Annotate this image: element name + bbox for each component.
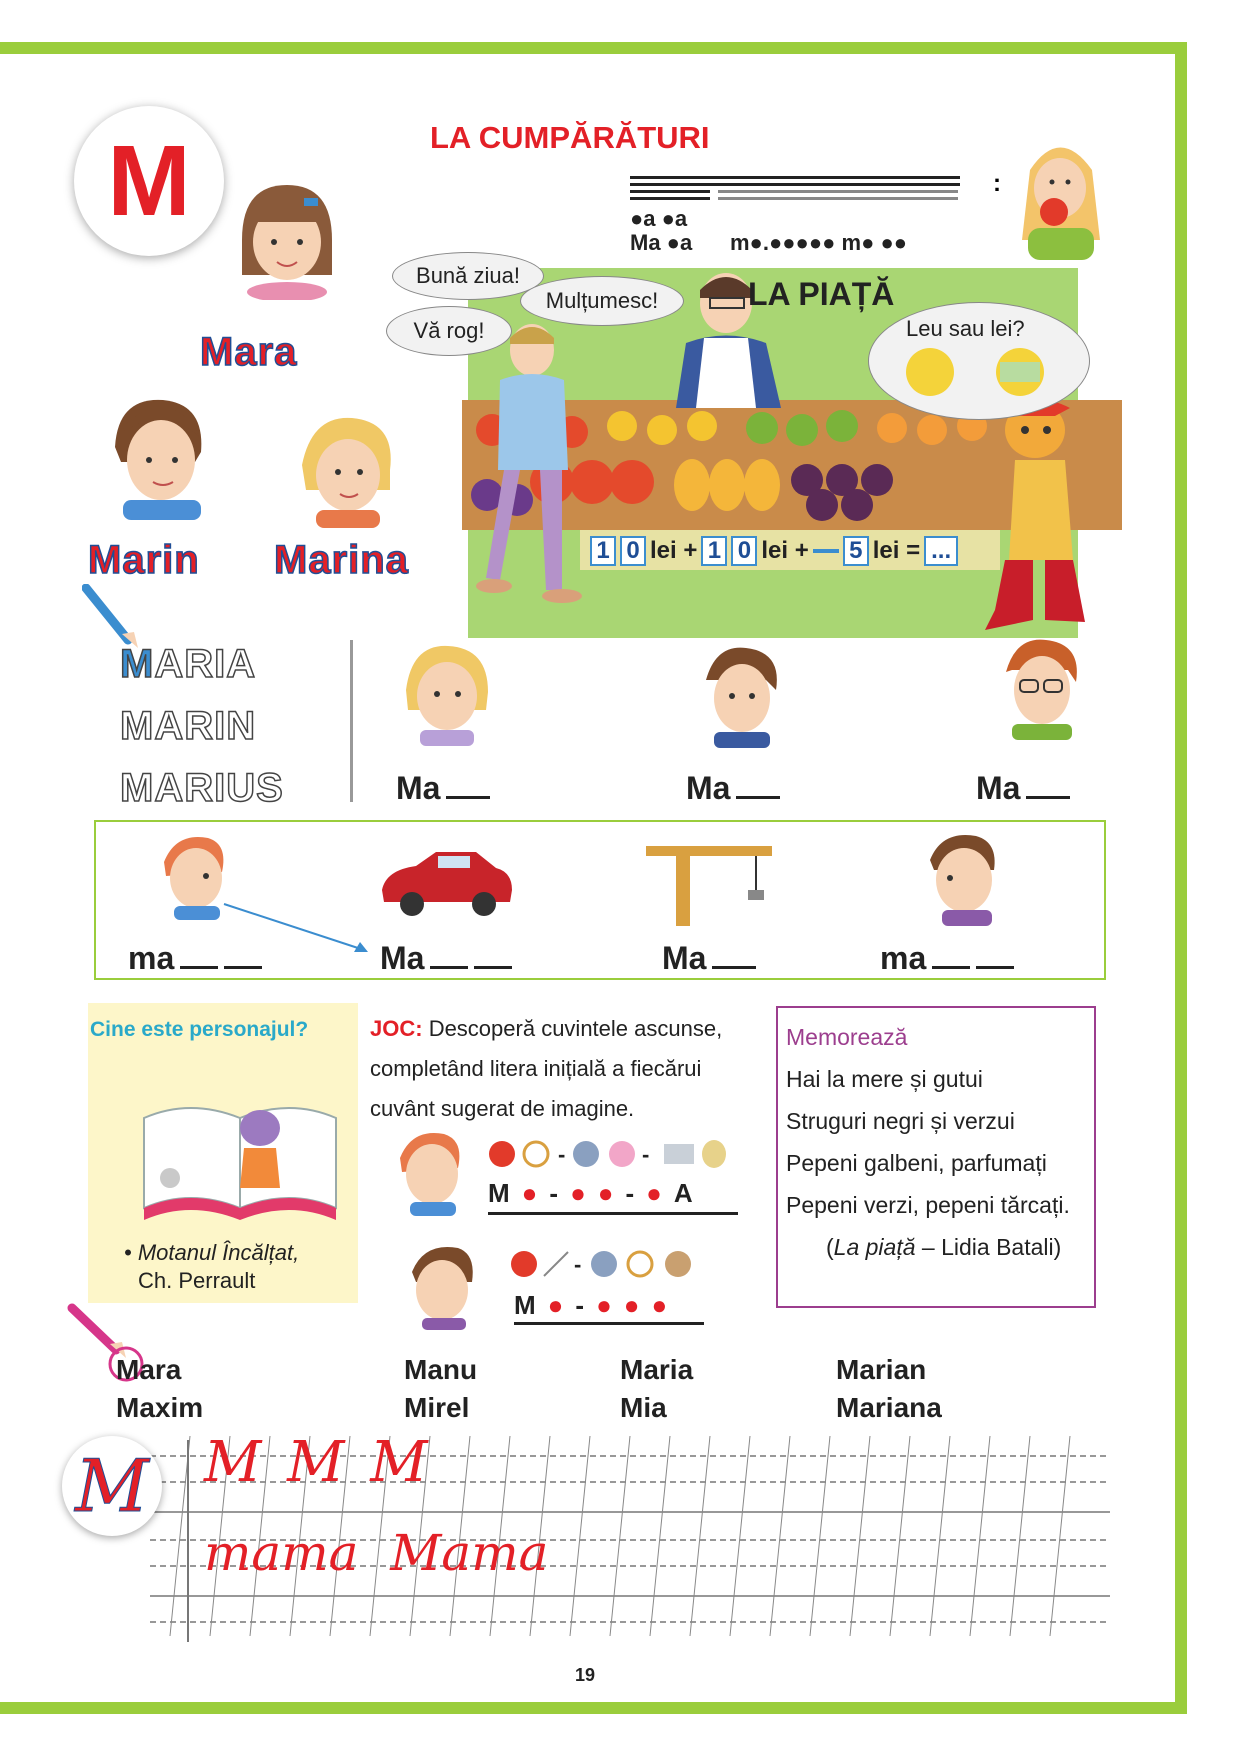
green-prompt-2: [380, 940, 512, 977]
letter-badge-text: M: [107, 124, 191, 237]
boy-face-image: [686, 640, 796, 750]
names-col2-row1: Manu: [404, 1354, 478, 1385]
names-col4-row1: Marian: [836, 1354, 927, 1385]
joc-row1-dot4: ●: [646, 1178, 662, 1208]
green-blank-2a[interactable]: [430, 966, 468, 969]
joc-line1: [370, 1016, 722, 1042]
name-marin: Marin: [88, 538, 200, 582]
joc-text1: Descoperă cuvintele ascunse,: [428, 1016, 723, 1041]
ma-blank-3[interactable]: [1026, 796, 1070, 799]
ma-prompt-3: [976, 770, 1070, 807]
eq-digit-b2: 0: [731, 536, 757, 566]
eq-lei-2: lei +: [761, 537, 809, 564]
car-image: [376, 846, 516, 916]
crane-image: [636, 830, 776, 930]
eq-digit-c2: 5: [843, 536, 869, 566]
eq-digit-b1: 1: [701, 536, 727, 566]
joc-row1-start: M: [488, 1178, 510, 1208]
green-prompt-1: [128, 940, 262, 977]
svg-text:-: -: [574, 1252, 582, 1277]
ma-prompt-2-text: Ma: [686, 770, 731, 806]
name-mara: Mara: [200, 330, 298, 374]
memo-source-author: – Lidia Batali): [915, 1234, 1062, 1260]
names-col3-row1: Maria: [620, 1354, 694, 1385]
letter-badge: [74, 106, 224, 256]
character-answer-title: • Motanul Încălțat,: [124, 1240, 300, 1265]
joc-text3: cuvânt sugerat de imagine.: [370, 1096, 635, 1121]
name-marina: Marina: [274, 538, 409, 582]
green-prompt-3-text: Ma: [662, 940, 707, 976]
puzzle-line1: ●a ●a: [630, 206, 688, 231]
names-col1-row2: Maxim: [116, 1392, 204, 1423]
outline-word-maria-first: M: [120, 642, 155, 686]
outline-word-marius: MARIUS: [120, 766, 284, 810]
green-prompt-2-text: Ma: [380, 940, 425, 976]
joc-row1-dot3: ●: [597, 1178, 614, 1208]
green-blank-3[interactable]: [712, 966, 756, 969]
eq-lei-3: lei =: [872, 537, 921, 564]
character-question: Cine este personajul?: [90, 1018, 309, 1041]
page-title: LA CUMPĂRĂTURI: [430, 120, 710, 155]
bubble-thanks: Mulțumesc!: [520, 276, 684, 326]
eq-result: ...: [924, 536, 958, 566]
page-number: 19: [575, 1665, 596, 1685]
outline-word-marin: MARIN: [120, 704, 257, 748]
green-prompt-4: [880, 940, 1014, 977]
puzzle-colon: :: [993, 170, 1001, 197]
market-label: LA PIAȚĂ: [748, 276, 895, 312]
joc-row2-underline: [514, 1322, 704, 1325]
ma-prompt-2: [686, 770, 780, 807]
cursive-line2: mama Mama: [204, 1524, 549, 1582]
green-blank-1a[interactable]: [180, 966, 218, 969]
memo-title: Memorează: [786, 1024, 908, 1050]
joc-row1-dot2: ●: [570, 1178, 586, 1208]
ma-blank-1[interactable]: [446, 796, 490, 799]
green-blank-1b[interactable]: [224, 966, 262, 969]
puss-in-boots-image: [975, 390, 1105, 640]
ma-prompt-3-text: Ma: [976, 770, 1021, 806]
joc-row2-answer: [514, 1290, 667, 1321]
page-frame-bottom: [0, 1702, 1187, 1714]
outline-word-maria: [120, 642, 256, 687]
marina-face-image: [292, 410, 402, 530]
memo-line-2: Struguri negri și verzui: [786, 1108, 1015, 1134]
girl-eating-apple-image: [1010, 130, 1110, 260]
joc-row1-dash2: -: [625, 1178, 635, 1208]
coins-image: [900, 344, 1060, 404]
marin-face-image: [103, 392, 213, 522]
green-prompt-3: [662, 940, 756, 977]
joc-row2-dot2: ●: [596, 1290, 612, 1320]
names-col3-row2: Mia: [620, 1392, 667, 1423]
green-blank-4a[interactable]: [932, 966, 970, 969]
puzzle-top-lines: [630, 176, 960, 200]
memo-source: [826, 1234, 1061, 1261]
ma-prompt-1: [396, 770, 490, 807]
joc-row2-dot4: ●: [651, 1290, 668, 1320]
joc-girl-image: [392, 1128, 472, 1218]
joc-label: JOC:: [370, 1016, 423, 1041]
boy-glasses-face-image: [990, 632, 1090, 742]
cursive-line1: M M M: [204, 1430, 432, 1495]
character-answer-author: Ch. Perrault: [138, 1268, 256, 1293]
joc-boy-image: [402, 1242, 482, 1332]
memo-line-1: Hai la mere și gutui: [786, 1066, 983, 1092]
joc-row1-end: A: [673, 1178, 693, 1208]
bubble-question: Leu sau lei?: [906, 316, 1025, 341]
names-col2-row2: Mirel: [404, 1392, 470, 1423]
boy-profile-image: [920, 830, 1010, 930]
price-equation: [590, 536, 958, 566]
divider-vertical: [350, 640, 353, 802]
eq-digit-a2: 0: [620, 536, 646, 566]
eq-digit-c1: [813, 549, 839, 553]
green-blank-4b[interactable]: [976, 966, 1014, 969]
joc-row1-dash1: -: [549, 1178, 559, 1208]
outline-word-maria-rest: ARIA: [154, 642, 257, 686]
joc-row2-start: M: [514, 1290, 536, 1320]
eq-lei-1: lei +: [650, 537, 698, 564]
green-blank-2b[interactable]: [474, 966, 512, 969]
puzzle-line2b: m●.●●●●● m● ●●: [730, 230, 908, 255]
memo-line-4: Pepeni verzi, pepeni tărcați.: [786, 1192, 1070, 1218]
bubble-please: Vă rog!: [386, 306, 512, 356]
joc-row2-dot3: ●: [623, 1290, 640, 1320]
book-image: [140, 1078, 340, 1228]
page-frame-top: [0, 42, 1186, 54]
svg-text:-: -: [642, 1142, 650, 1167]
joc-row2-dash1: -: [575, 1290, 585, 1320]
memo-source-open: (: [826, 1234, 834, 1260]
girl-face-image: [392, 640, 502, 750]
cursive-letter-badge-text: M: [75, 1444, 149, 1528]
green-prompt-1-text: ma: [128, 940, 175, 976]
joc-row1-answer: [488, 1178, 693, 1209]
svg-text:-: -: [558, 1142, 566, 1167]
memo-source-title: La piață: [833, 1234, 916, 1260]
ma-blank-2[interactable]: [736, 796, 780, 799]
joc-row2-dot1: ●: [547, 1290, 564, 1320]
joc-text2: completând litera inițială a fiecărui: [370, 1056, 702, 1081]
joc-row2-pictures: [508, 1246, 708, 1282]
ma-prompt-1-text: Ma: [396, 770, 441, 806]
bubble-hello: Bună ziua!: [392, 252, 544, 300]
names-col4-row2: Mariana: [836, 1392, 942, 1423]
page-frame-right: [1175, 42, 1187, 1714]
mara-face-image: [232, 180, 342, 300]
boy-walking-image: [470, 320, 600, 620]
joc-row1-underline: [488, 1212, 738, 1215]
joc-row1-dot1: ●: [521, 1178, 538, 1208]
joc-row1-pictures: [486, 1136, 736, 1172]
puzzle-line2a: Ma ●a: [630, 230, 693, 255]
green-prompt-4-text: ma: [880, 940, 927, 976]
cursive-letter-badge: [62, 1436, 162, 1536]
eq-digit-a1: 1: [590, 536, 616, 566]
memo-line-3: Pepeni galbeni, parfumați: [786, 1150, 1047, 1176]
names-col1-row1: Mara: [116, 1354, 182, 1385]
